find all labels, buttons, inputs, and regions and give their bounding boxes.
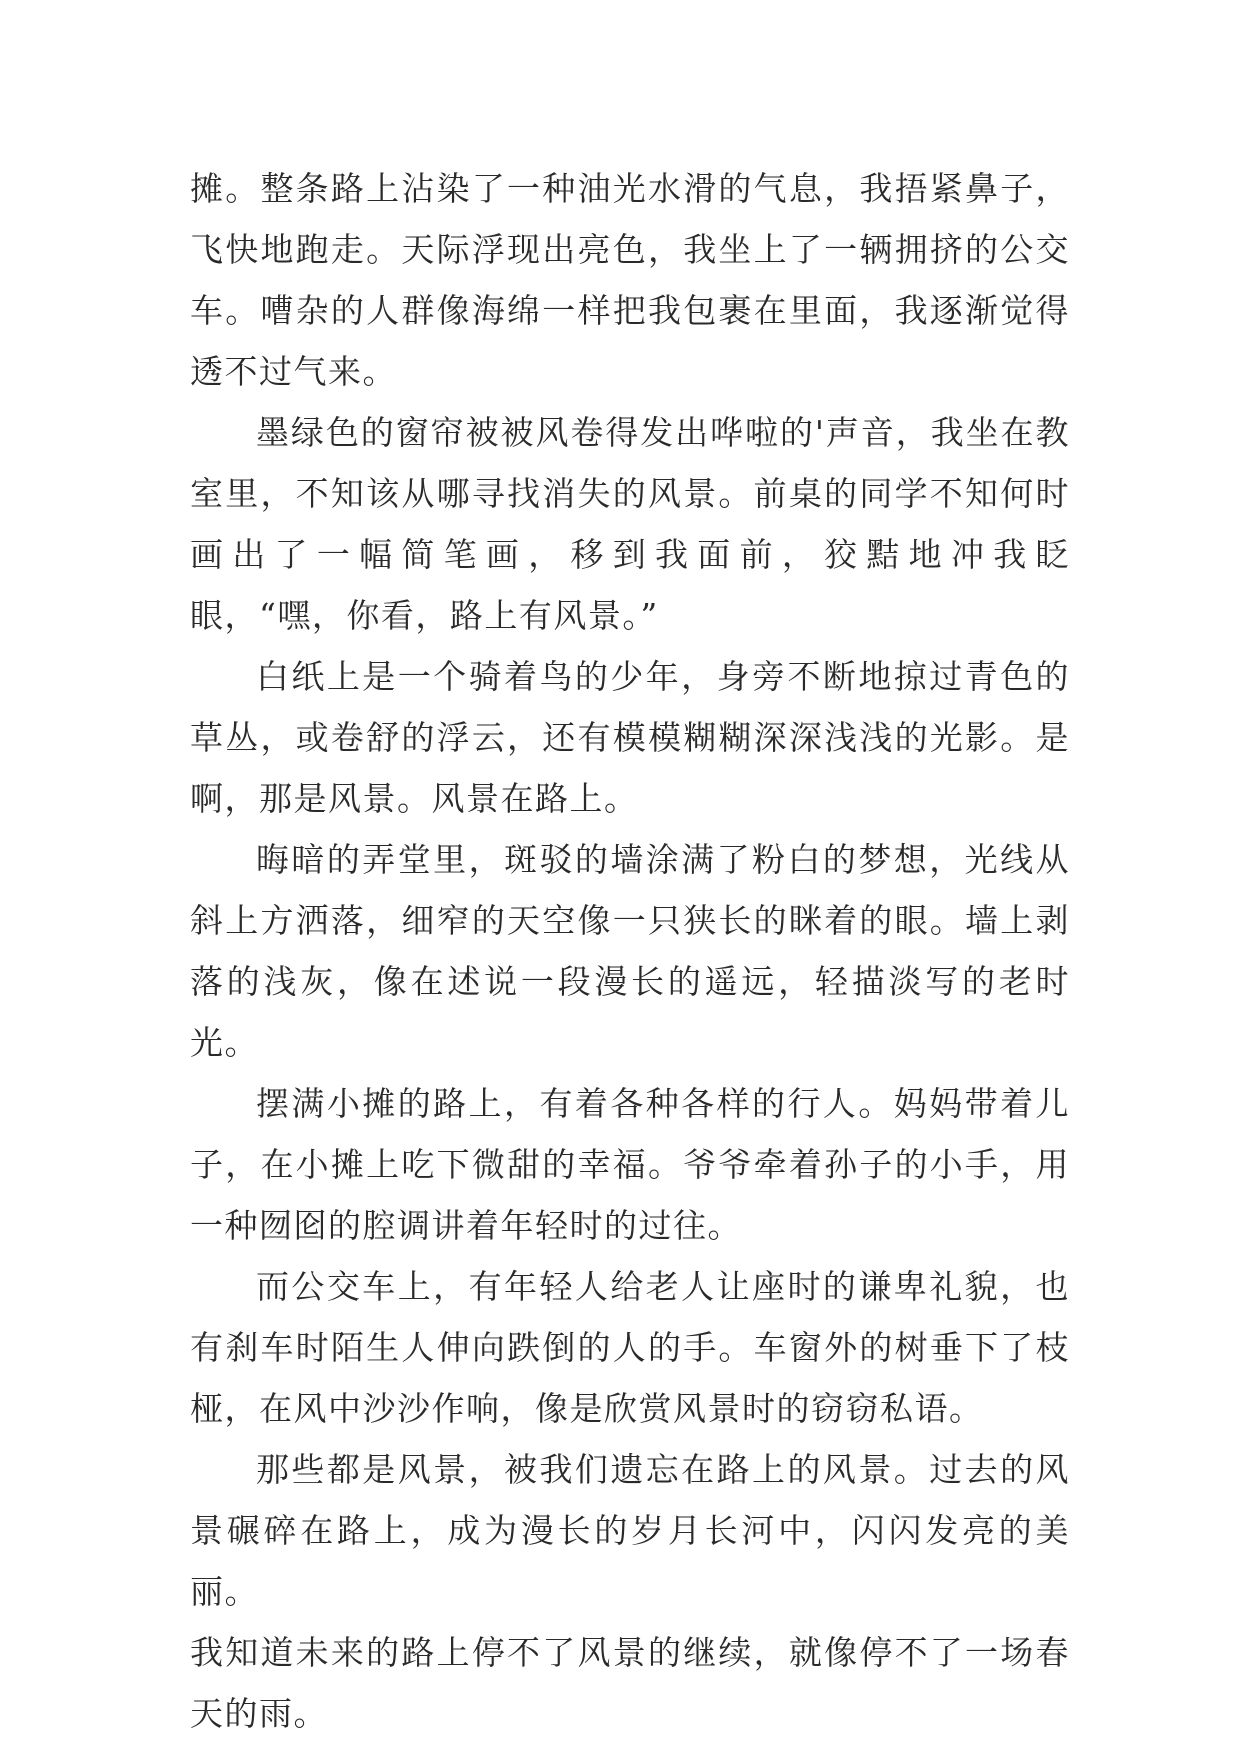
paragraph: 摆满小摊的路上，有着各种各样的行人。妈妈带着儿子，在小摊上吃下微甜的幸福。爷爷牵着孙子的小手，用一种囫囵的腔调讲着年轻时的过往。 [190,1084,1070,1245]
paragraph: 晦暗的弄堂里，斑驳的墙涂满了粉白的梦想，光线从斜上方洒落，细窄的天空像一只狭长的眯着的眼。墙上剥落的浅灰，像在述说一段漫长的遥远，轻描淡写的老时光。 [190,840,1070,1062]
paragraph: 白纸上是一个骑着鸟的少年，身旁不断地掠过青色的草丛，或卷舒的浮云，还有模模糊糊深深浅浅的光影。是啊，那是风景。风景在路上。 [190,657,1070,818]
paragraph: 那些都是风景，被我们遗忘在路上的风景。过去的风景碾碎在路上，成为漫长的岁月长河中，闪闪发亮的美丽。 [190,1450,1070,1611]
paragraph: 而公交车上，有年轻人给老人让座时的谦卑礼貌，也有刹车时陌生人伸向跌倒的人的手。车窗外的树垂下了枝桠，在风中沙沙作响，像是欣赏风景时的窃窃私语。 [190,1267,1070,1428]
paragraph: 我知道未来的路上停不了风景的继续，就像停不了一场春天的雨。 [190,1633,1070,1733]
paragraph: 摊。整条路上沾染了一种油光水滑的气息，我捂紧鼻子，飞快地跑走。天际浮现出亮色，我坐上了一辆拥挤的公交车。嘈杂的人群像海绵一样把我包裹在里面，我逐渐觉得透不过气来。 [190,169,1070,391]
paragraph: 墨绿色的窗帘被被风卷得发出哗啦的'声音，我坐在教室里，不知该从哪寻找消失的风景。前桌的同学不知何时画出了一幅简笔画，移到我面前，狡黠地冲我眨眼，“嘿，你看，路上有风景。” [190,413,1070,635]
document-body [190,158,1070,1744]
